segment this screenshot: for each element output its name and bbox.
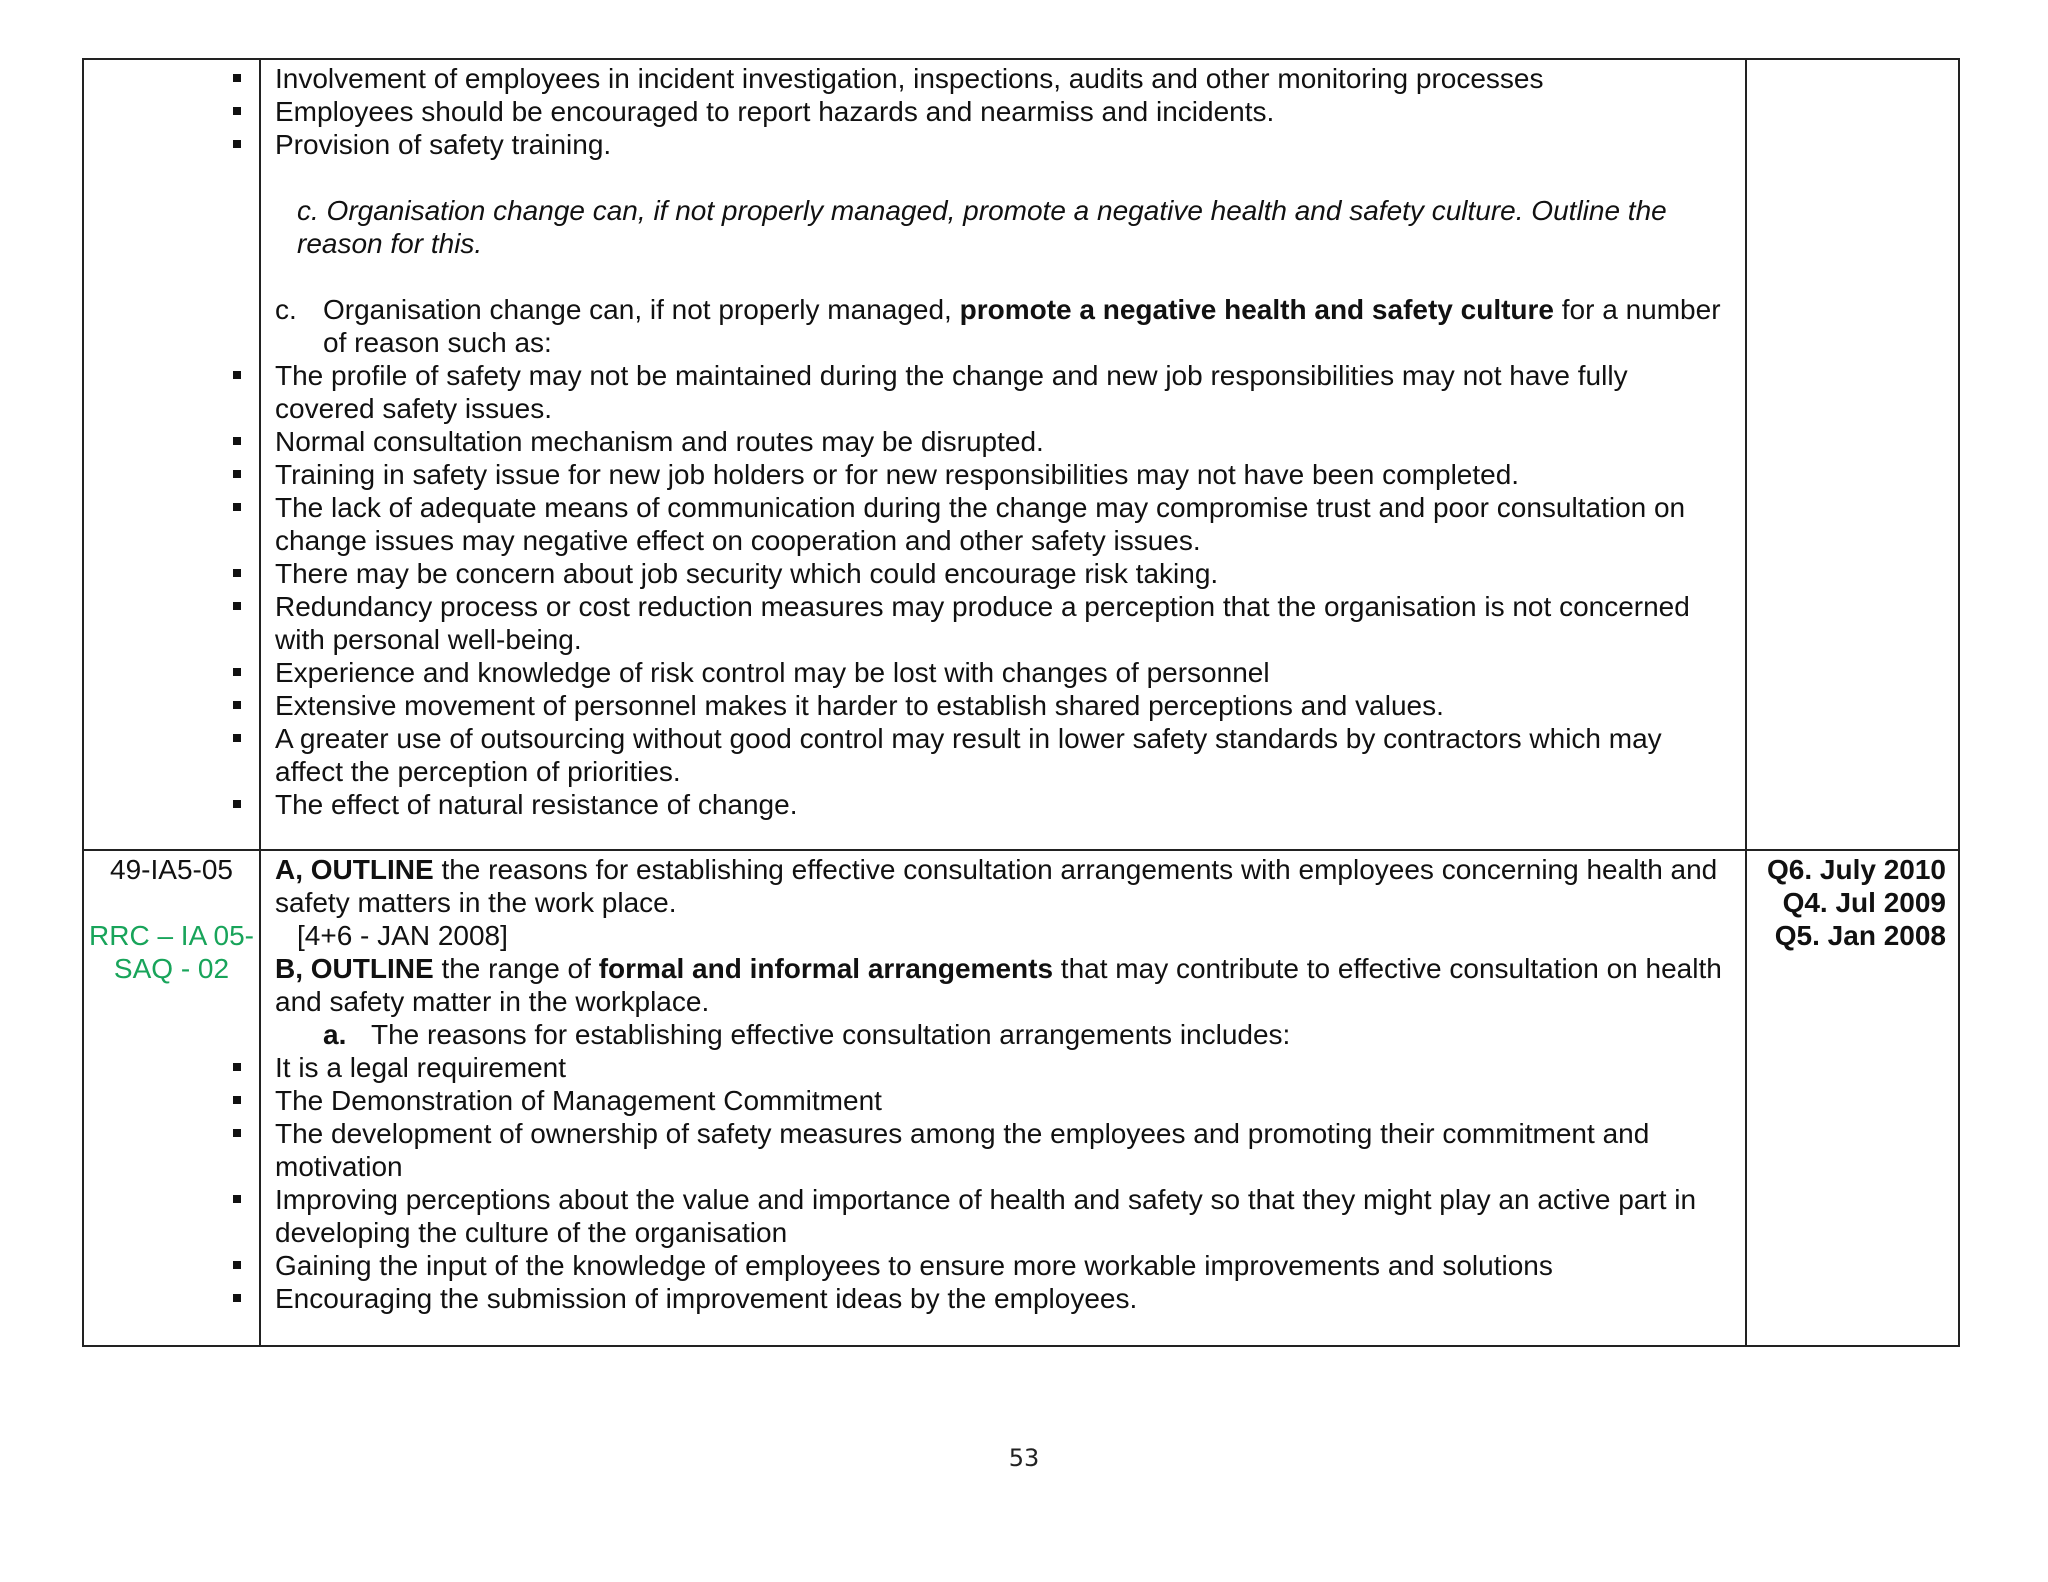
list-item: Redundancy process or cost reduction measures may produce a perception that the organisation is not concerned with personal well-being. [275,590,1727,656]
reference-cell [1746,59,1959,850]
question-code: 49-IA5-05 [110,854,233,885]
list-item: It is a legal requirement [275,1051,1727,1084]
list-item: Experience and knowledge of risk control may be lost with changes of personnel [275,656,1727,689]
marks: [4+6 - JAN 2008] [297,920,508,951]
list-item: Involvement of employees in incident investigation, inspections, audits and other monitoring processes [275,62,1727,95]
list-item: Training in safety issue for new job holders or for new responsibilities may not have been completed. [275,458,1727,491]
question-c: c. Organisation change can, if not properly managed, promote a negative health and safety culture. Outline the reason for this. [297,195,1667,259]
table-row [83,59,1959,850]
table-row [83,850,1959,1346]
list-item: The profile of safety may not be maintained during the change and new job responsibilities may not have fully covered safety issues. [275,359,1727,425]
list-item: Extensive movement of personnel makes it harder to establish shared perceptions and values. [275,689,1727,722]
exam-reference: Q5. Jan 2008 [1774,920,1946,951]
exam-reference: Q4. Jul 2009 [1782,887,1946,918]
list-item: There may be concern about job security which could encourage risk taking. [275,557,1727,590]
content-cell [260,850,1746,1346]
question-b: B, OUTLINE the range of formal and informal arrangements that may contribute to effective consultation on health and safety matter in the workplace. [275,953,1722,1017]
bullet-list [275,62,1727,161]
page-number: 53 [1008,1444,1040,1472]
exam-reference: Q6. July 2010 [1766,854,1946,885]
answer-a: a. The reasons for establishing effective consultation arrangements includes: [323,1019,1291,1050]
qa-table [82,58,1960,1347]
answer-c: c. Organisation change can, if not properly managed, promote a negative health and safety culture for a number of reason such as: [275,294,1721,358]
list-item: A greater use of outsourcing without good control may result in lower safety standards by contractors which may affect the perception of priorities. [275,722,1727,788]
bullet-list [275,359,1727,821]
rrc-code: RRC – IA 05-SAQ - 02 [89,920,254,984]
list-item: Normal consultation mechanism and routes may be disrupted. [275,425,1727,458]
list-item: The Demonstration of Management Commitment [275,1084,1727,1117]
list-item: Gaining the input of the knowledge of employees to ensure more workable improvements and solutions [275,1249,1727,1282]
list-item: Improving perceptions about the value and importance of health and safety so that they might play an active part in developing the culture of the organisation [275,1183,1727,1249]
question-a: A, OUTLINE the reasons for establishing effective consultation arrangements with employees concerning health and safety matters in the work place. [275,854,1718,918]
content-cell [260,59,1746,850]
list-item: The development of ownership of safety measures among the employees and promoting their commitment and motivation [275,1117,1727,1183]
list-item: Provision of safety training. [275,128,1727,161]
list-item: Encouraging the submission of improvement ideas by the employees. [275,1282,1727,1315]
bullet-list [275,1051,1727,1315]
reference-cell [1746,850,1959,1346]
list-item: Employees should be encouraged to report hazards and nearmiss and incidents. [275,95,1727,128]
code-cell [83,59,260,850]
list-item: The lack of adequate means of communication during the change may compromise trust and poor consultation on change issues may negative effect on cooperation and other safety issues. [275,491,1727,557]
list-item: The effect of natural resistance of change. [275,788,1727,821]
